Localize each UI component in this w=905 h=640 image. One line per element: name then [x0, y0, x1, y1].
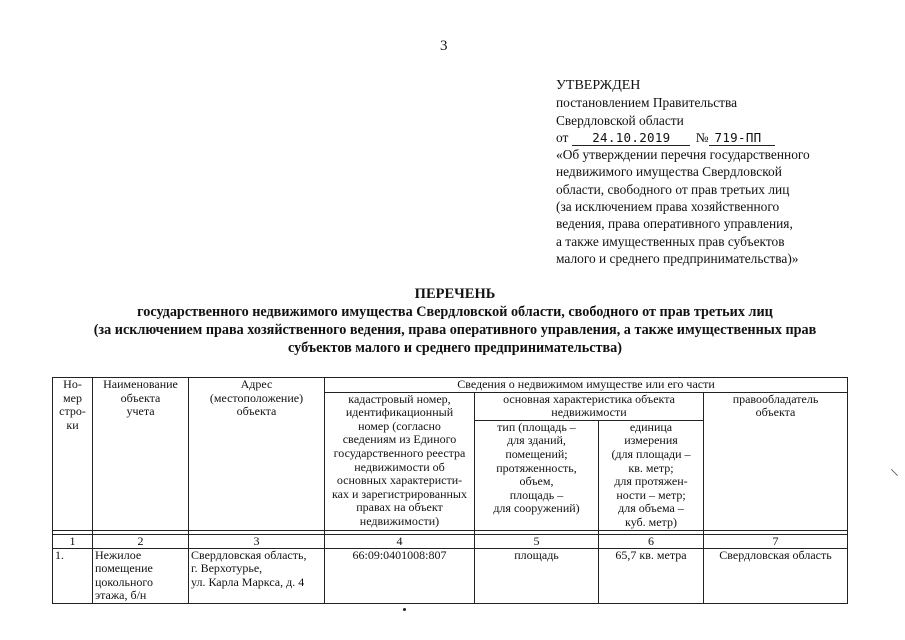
date-prefix: от: [556, 129, 569, 145]
decree-date: 24.10.2019: [572, 131, 690, 146]
column-number: 4: [325, 534, 475, 548]
header-holder: правообладатель объекта: [704, 392, 848, 530]
column-number-row: [53, 534, 848, 548]
scan-dot: [403, 608, 406, 611]
object-address: Свердловская область, г. Верхотурье, ул. Карла Маркса, д. 4: [189, 548, 325, 603]
header-group: Сведения о недвижимом имуществе или его части: [325, 378, 848, 393]
number-sign: №: [695, 129, 709, 145]
column-number: 6: [599, 534, 704, 548]
row-number: 1.: [53, 548, 93, 603]
header-type: тип (площадь – для зданий, помещений; протяженность, объем, площадь – для сооружений): [475, 420, 599, 530]
decree-date-line: [556, 129, 886, 146]
column-number: 5: [475, 534, 599, 548]
heading-line: субъектов малого и среднего предпринимательства): [288, 340, 622, 356]
measure-value: 65,7 кв. метра: [599, 548, 704, 603]
property-table: [52, 377, 848, 604]
decree-quote-line: малого и среднего предпринимательства)»: [556, 250, 799, 266]
column-number: 3: [189, 534, 325, 548]
header-object-name: Наименование объекта учета: [93, 378, 189, 531]
cadastral-number: 66:09:0401008:807: [325, 548, 475, 603]
decree-quote-line: недвижимого имущества Свердловской: [556, 164, 782, 180]
column-number: 2: [93, 534, 189, 548]
document-heading: [40, 285, 870, 357]
header-cadastral: кадастровый номер, идентификационный номер (согласно сведениям из Единого государственного реестра недвижимости об основных характеристи- ках и зарегистрированных правах на объект недвижимости): [325, 392, 475, 530]
approval-block: [556, 77, 886, 267]
decree-quote-line: ведения, права оперативного управления,: [556, 216, 793, 232]
column-number: 7: [704, 534, 848, 548]
heading-line: государственного недвижимого имущества Свердловской области, свободного от прав третьих лиц: [137, 304, 773, 320]
heading-title: ПЕРЕЧЕНЬ: [414, 286, 496, 302]
header-address: Адрес (местоположение) объекта: [189, 378, 325, 531]
header-main-characteristic: основная характеристика объекта недвижимости: [475, 392, 704, 420]
header-row-number: Но- мер стро- ки: [53, 378, 93, 531]
rights-holder: Свердловская область: [704, 548, 848, 603]
column-number: 1: [53, 534, 93, 548]
object-name: Нежилое помещение цокольного этажа, б/н: [93, 548, 189, 603]
decree-number: 719-ПП: [709, 131, 775, 146]
decree-quote-line: а также имущественных прав субъектов: [556, 233, 785, 249]
approval-line-1: постановлением Правительства: [556, 95, 738, 111]
approval-line-2: Свердловской области: [556, 112, 684, 128]
decree-quote-line: «Об утверждении перечня государственного: [556, 147, 810, 163]
characteristic-type: площадь: [475, 548, 599, 603]
table-row: [53, 548, 848, 603]
heading-line: (за исключением права хозяйственного ведения, права оперативного управления, а также имущественных прав: [93, 322, 817, 338]
approval-title: УТВЕРЖДЕН: [556, 78, 641, 93]
page-number: 3: [440, 38, 448, 54]
decree-quote-line: области, свободного от прав третьих лиц: [556, 181, 790, 197]
decree-quote-line: (за исключением права хозяйственного: [556, 199, 780, 215]
header-unit: единица измерения (для площади – кв. метр; для протяжен- ности – метр; для объема – куб. метр): [599, 420, 704, 530]
scan-mark: [891, 469, 898, 476]
